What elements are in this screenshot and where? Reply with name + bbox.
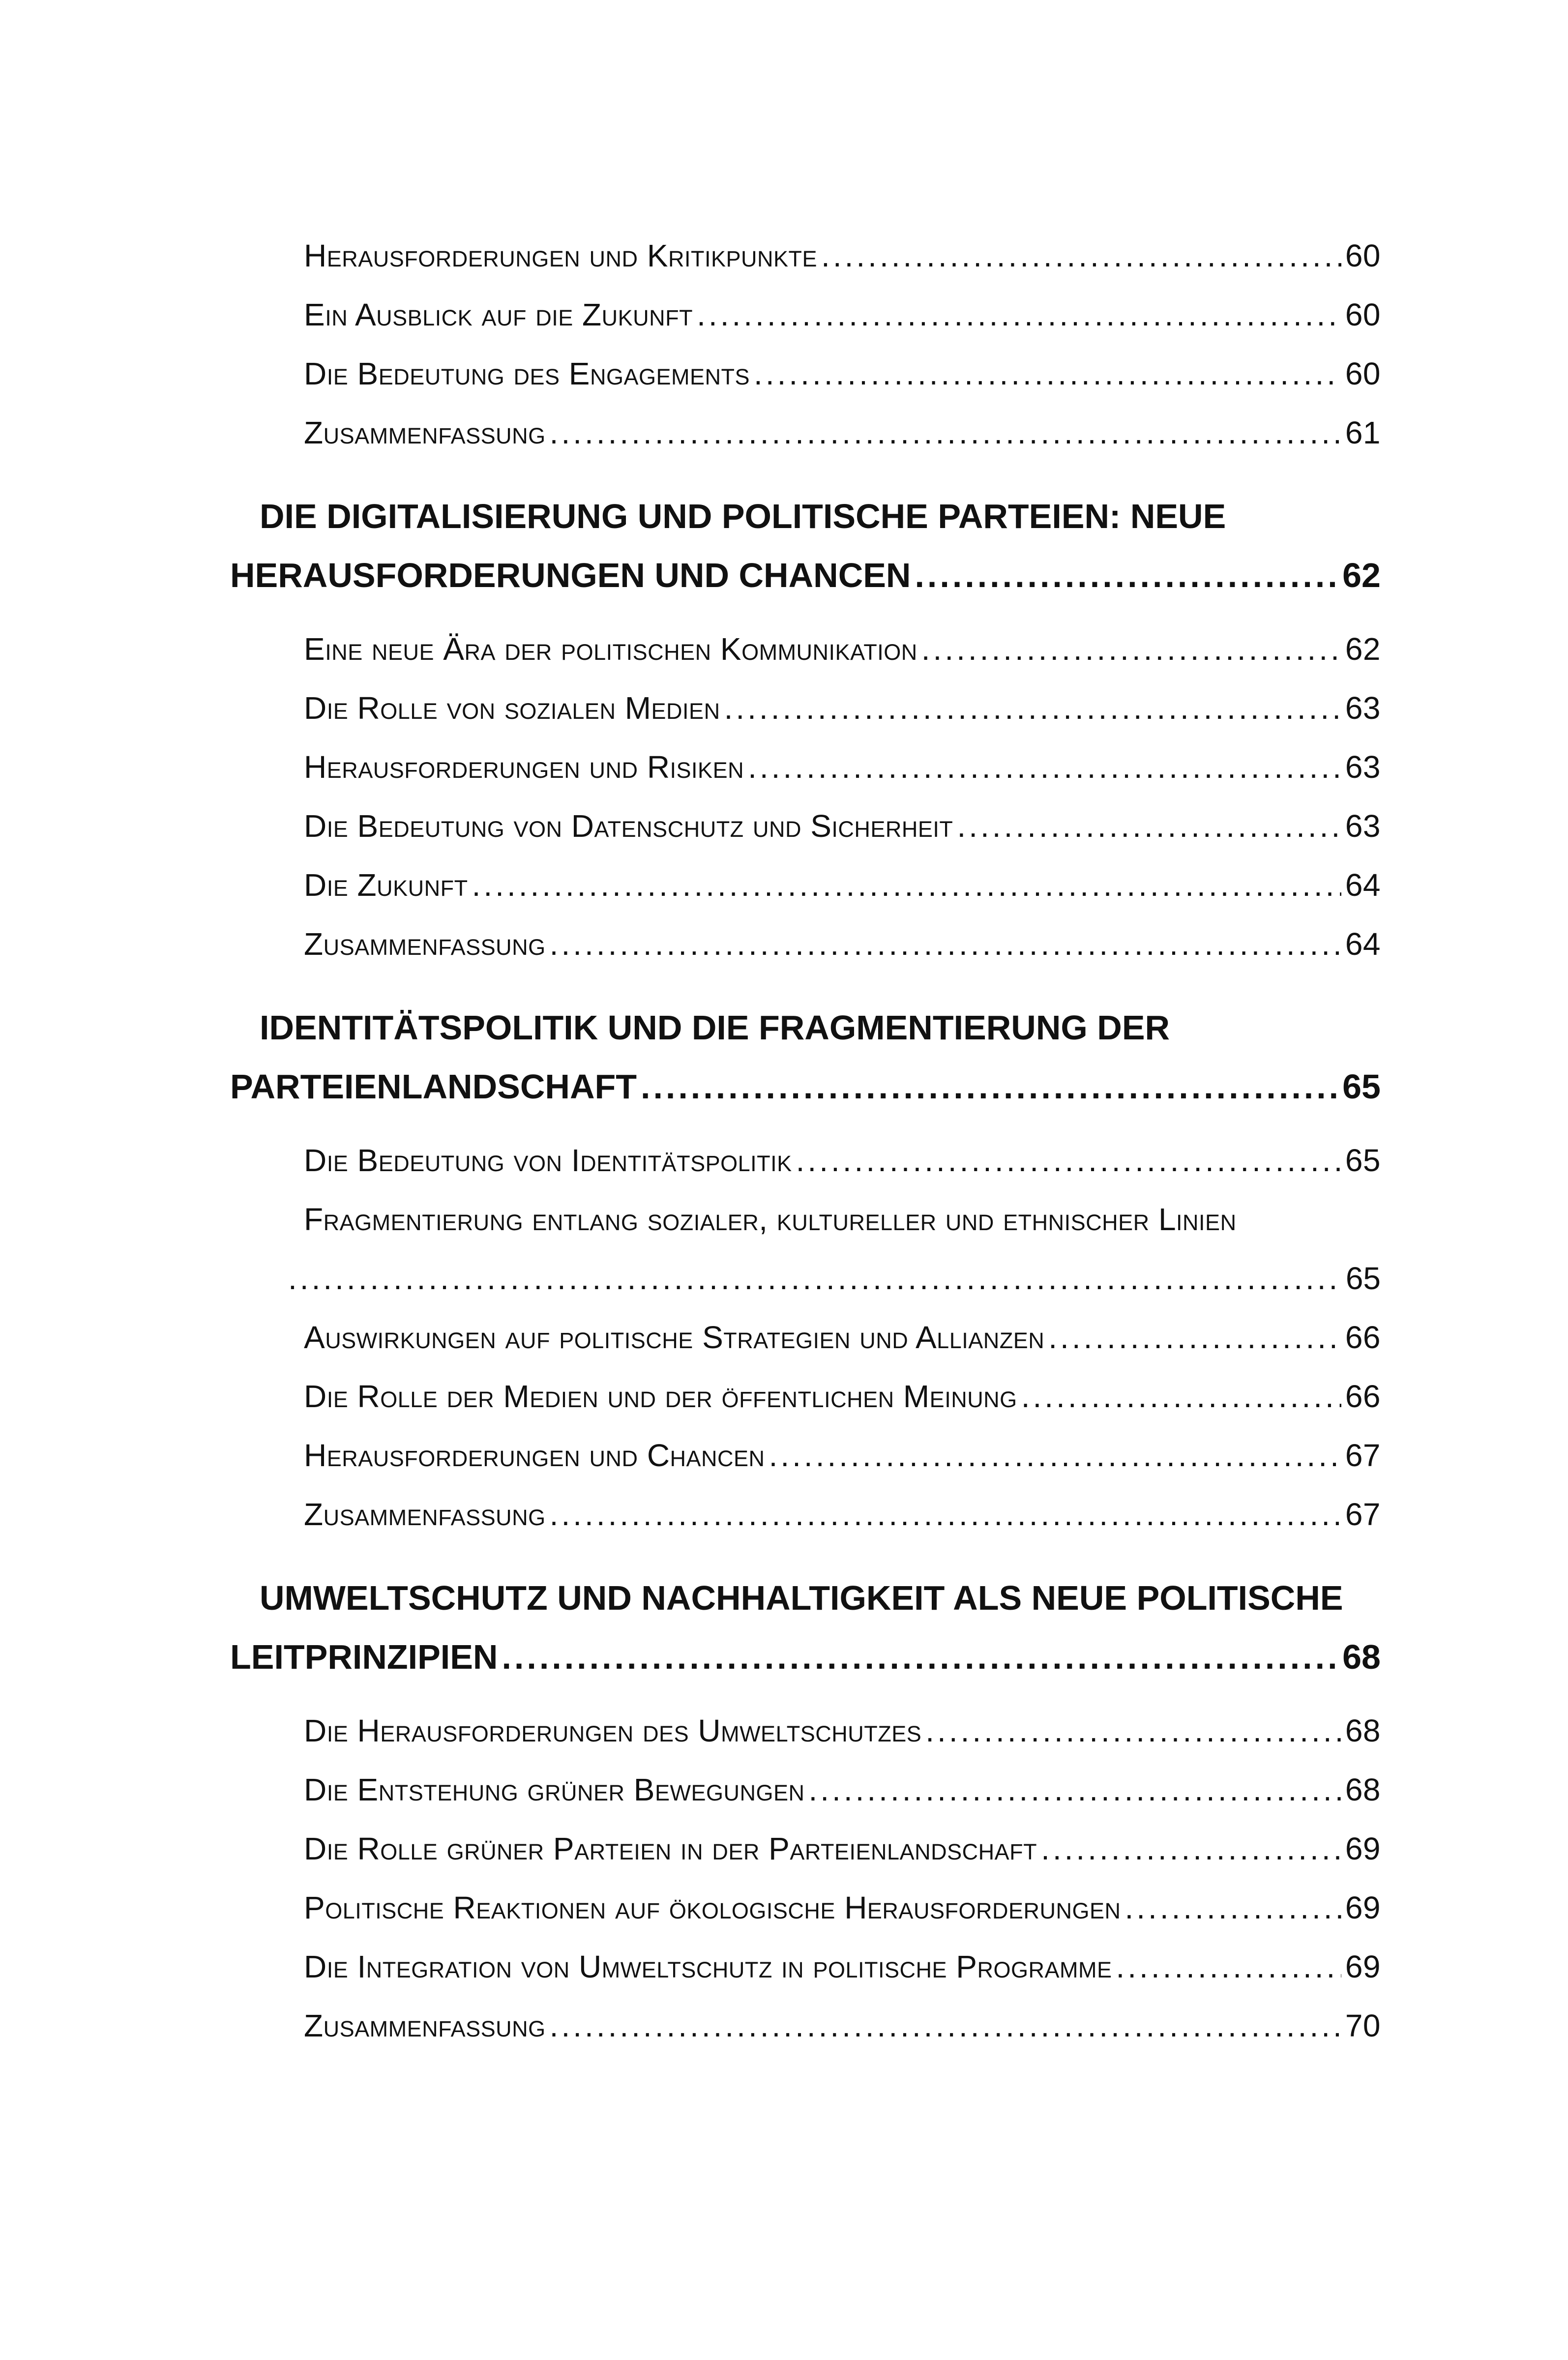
- toc-entry-page: 61: [1345, 415, 1381, 450]
- toc-entry-title: Die Zukunft: [304, 867, 468, 903]
- toc-chapter-title-line1: DIE DIGITALISIERUNG UND POLITISCHE PARTEIEN: NEUE: [260, 497, 1226, 535]
- toc-chapter-page: 68: [1342, 1638, 1381, 1676]
- toc-entry-page: 62: [1345, 631, 1381, 667]
- dot-leader: [697, 285, 1341, 344]
- toc-chapter[interactable]: [230, 998, 1381, 1116]
- dot-leader: [550, 1996, 1341, 2055]
- toc-entry-page: 69: [1345, 1949, 1381, 1984]
- toc-entry-page: 65: [1345, 1143, 1381, 1178]
- toc-chapter-title-line2: PARTEIENLANDSCHAFT: [230, 1067, 637, 1106]
- toc-entry-page: 64: [1345, 867, 1381, 903]
- toc-entry-title: Ein Ausblick auf die Zukunft: [304, 297, 693, 332]
- toc-entry-title: Die Integration von Umweltschutz in politische Programme: [304, 1949, 1112, 1984]
- toc-entry-title: Herausforderungen und Risiken: [304, 749, 744, 785]
- dot-leader: [769, 1426, 1341, 1485]
- toc-entry-page: 68: [1345, 1772, 1381, 1807]
- dot-leader: [641, 1057, 1338, 1116]
- toc-entry-title: Die Rolle der Medien und der öffentlichen Meinung: [304, 1379, 1017, 1414]
- toc-entry[interactable]: [230, 1819, 1381, 1878]
- toc-entry-title: Politische Reaktionen auf ökologische Herausforderungen: [304, 1890, 1121, 1925]
- toc-entry-title: Zusammenfassung: [304, 2008, 546, 2043]
- toc-entry-title: Die Rolle von sozialen Medien: [304, 690, 720, 726]
- toc-entry[interactable]: [230, 1367, 1381, 1426]
- toc-entry-page: 69: [1345, 1890, 1381, 1925]
- toc-entry[interactable]: [230, 1190, 1381, 1308]
- toc-chapter-title-line2: LEITPRINZIPIEN: [230, 1638, 498, 1676]
- toc-entry-title: Fragmentierung entlang sozialer, kultureller und ethnischer Linien: [304, 1202, 1237, 1237]
- toc-entry[interactable]: [230, 226, 1381, 285]
- toc-entry[interactable]: [230, 678, 1381, 738]
- dot-leader: [472, 856, 1341, 914]
- toc-entry-page: 68: [1345, 1713, 1381, 1748]
- toc-entry-page: 63: [1345, 808, 1381, 844]
- toc-entry-page: 69: [1345, 1831, 1381, 1866]
- dot-leader: [1041, 1819, 1341, 1878]
- toc-entry-page: 63: [1345, 690, 1381, 726]
- toc-entry-page: 63: [1345, 749, 1381, 785]
- toc-entry-title: Eine neue Ära der politischen Kommunikation: [304, 631, 917, 667]
- dot-leader: [1021, 1367, 1341, 1426]
- dot-leader: [550, 403, 1341, 462]
- toc-entry-title: Zusammenfassung: [304, 1497, 546, 1532]
- toc-entry-title: Zusammenfassung: [304, 926, 546, 962]
- toc-chapter-title-line1: UMWELTSCHUTZ UND NACHHALTIGKEIT ALS NEUE POLITISCHE: [260, 1579, 1343, 1617]
- toc-entry[interactable]: [230, 738, 1381, 796]
- toc-entry[interactable]: [230, 796, 1381, 856]
- dot-leader: [748, 738, 1341, 796]
- toc-chapter[interactable]: [230, 487, 1381, 605]
- toc-entry-page: 67: [1345, 1438, 1381, 1473]
- toc-entry-page: 60: [1345, 238, 1381, 273]
- dot-leader: [1116, 1937, 1341, 1996]
- toc-entry-page: 66: [1345, 1320, 1381, 1355]
- toc-entry[interactable]: [230, 1426, 1381, 1485]
- dot-leader: [724, 678, 1341, 738]
- toc-entry[interactable]: [230, 285, 1381, 344]
- toc-entry[interactable]: [230, 1701, 1381, 1760]
- toc-entry-page: 64: [1345, 926, 1381, 962]
- toc-entry[interactable]: [230, 620, 1381, 678]
- toc-entry[interactable]: [230, 1308, 1381, 1367]
- toc-entry[interactable]: [230, 1131, 1381, 1190]
- dot-leader: [796, 1131, 1341, 1190]
- toc-entry-title: Die Entstehung grüner Bewegungen: [304, 1772, 805, 1807]
- toc-entry-title: Herausforderungen und Kritikpunkte: [304, 238, 818, 273]
- toc-entry-title: Auswirkungen auf politische Strategien und Allianzen: [304, 1320, 1045, 1355]
- toc-entry-title: Die Bedeutung des Engagements: [304, 356, 750, 391]
- dot-leader: [925, 1701, 1341, 1760]
- dot-leader: [550, 914, 1341, 974]
- toc-entry[interactable]: [230, 1937, 1381, 1996]
- toc-entry-page: 66: [1345, 1379, 1381, 1414]
- toc-entry-title: Die Herausforderungen des Umweltschutzes: [304, 1713, 922, 1748]
- toc-chapter-title-line2: HERAUSFORDERUNGEN UND CHANCEN: [230, 556, 911, 594]
- toc-entry-page: 70: [1345, 2008, 1381, 2043]
- table-of-contents: [230, 226, 1381, 2055]
- dot-leader: [550, 1485, 1341, 1544]
- toc-entry[interactable]: [230, 1760, 1381, 1819]
- toc-entry[interactable]: [230, 403, 1381, 462]
- toc-entry[interactable]: [230, 1996, 1381, 2055]
- toc-chapter-page: 65: [1342, 1067, 1381, 1106]
- toc-entry-title: Die Bedeutung von Datenschutz und Sicherheit: [304, 808, 953, 844]
- toc-chapter[interactable]: [230, 1568, 1381, 1686]
- toc-entry-title: Die Rolle grüner Parteien in der Parteienlandschaft: [304, 1831, 1037, 1866]
- toc-chapter-title-line1: IDENTITÄTSPOLITIK UND DIE FRAGMENTIERUNG DER: [260, 1008, 1170, 1047]
- dot-leader: [502, 1627, 1338, 1686]
- toc-entry-title: Herausforderungen und Chancen: [304, 1438, 765, 1473]
- toc-entry-title: Die Bedeutung von Identitätspolitik: [304, 1143, 792, 1178]
- dot-leader: [915, 546, 1338, 605]
- toc-entry[interactable]: [230, 856, 1381, 914]
- toc-entry-page: 60: [1345, 297, 1381, 332]
- dot-leader: [821, 226, 1341, 285]
- toc-entry[interactable]: [230, 1485, 1381, 1544]
- dot-leader: [1048, 1308, 1341, 1367]
- toc-entry-title: Zusammenfassung: [304, 415, 546, 450]
- toc-entry[interactable]: [230, 344, 1381, 403]
- dot-leader: [288, 1249, 1342, 1308]
- dot-leader: [957, 796, 1341, 856]
- dot-leader: [808, 1760, 1341, 1819]
- toc-entry[interactable]: [230, 1878, 1381, 1937]
- toc-entry-page: 67: [1345, 1497, 1381, 1532]
- toc-entry[interactable]: [230, 914, 1381, 974]
- dot-leader: [921, 620, 1341, 678]
- dot-leader: [754, 344, 1341, 403]
- dot-leader: [1124, 1878, 1341, 1937]
- toc-entry-page: 65: [1345, 1261, 1381, 1296]
- toc-entry-page: 60: [1345, 356, 1381, 391]
- toc-chapter-page: 62: [1342, 556, 1381, 594]
